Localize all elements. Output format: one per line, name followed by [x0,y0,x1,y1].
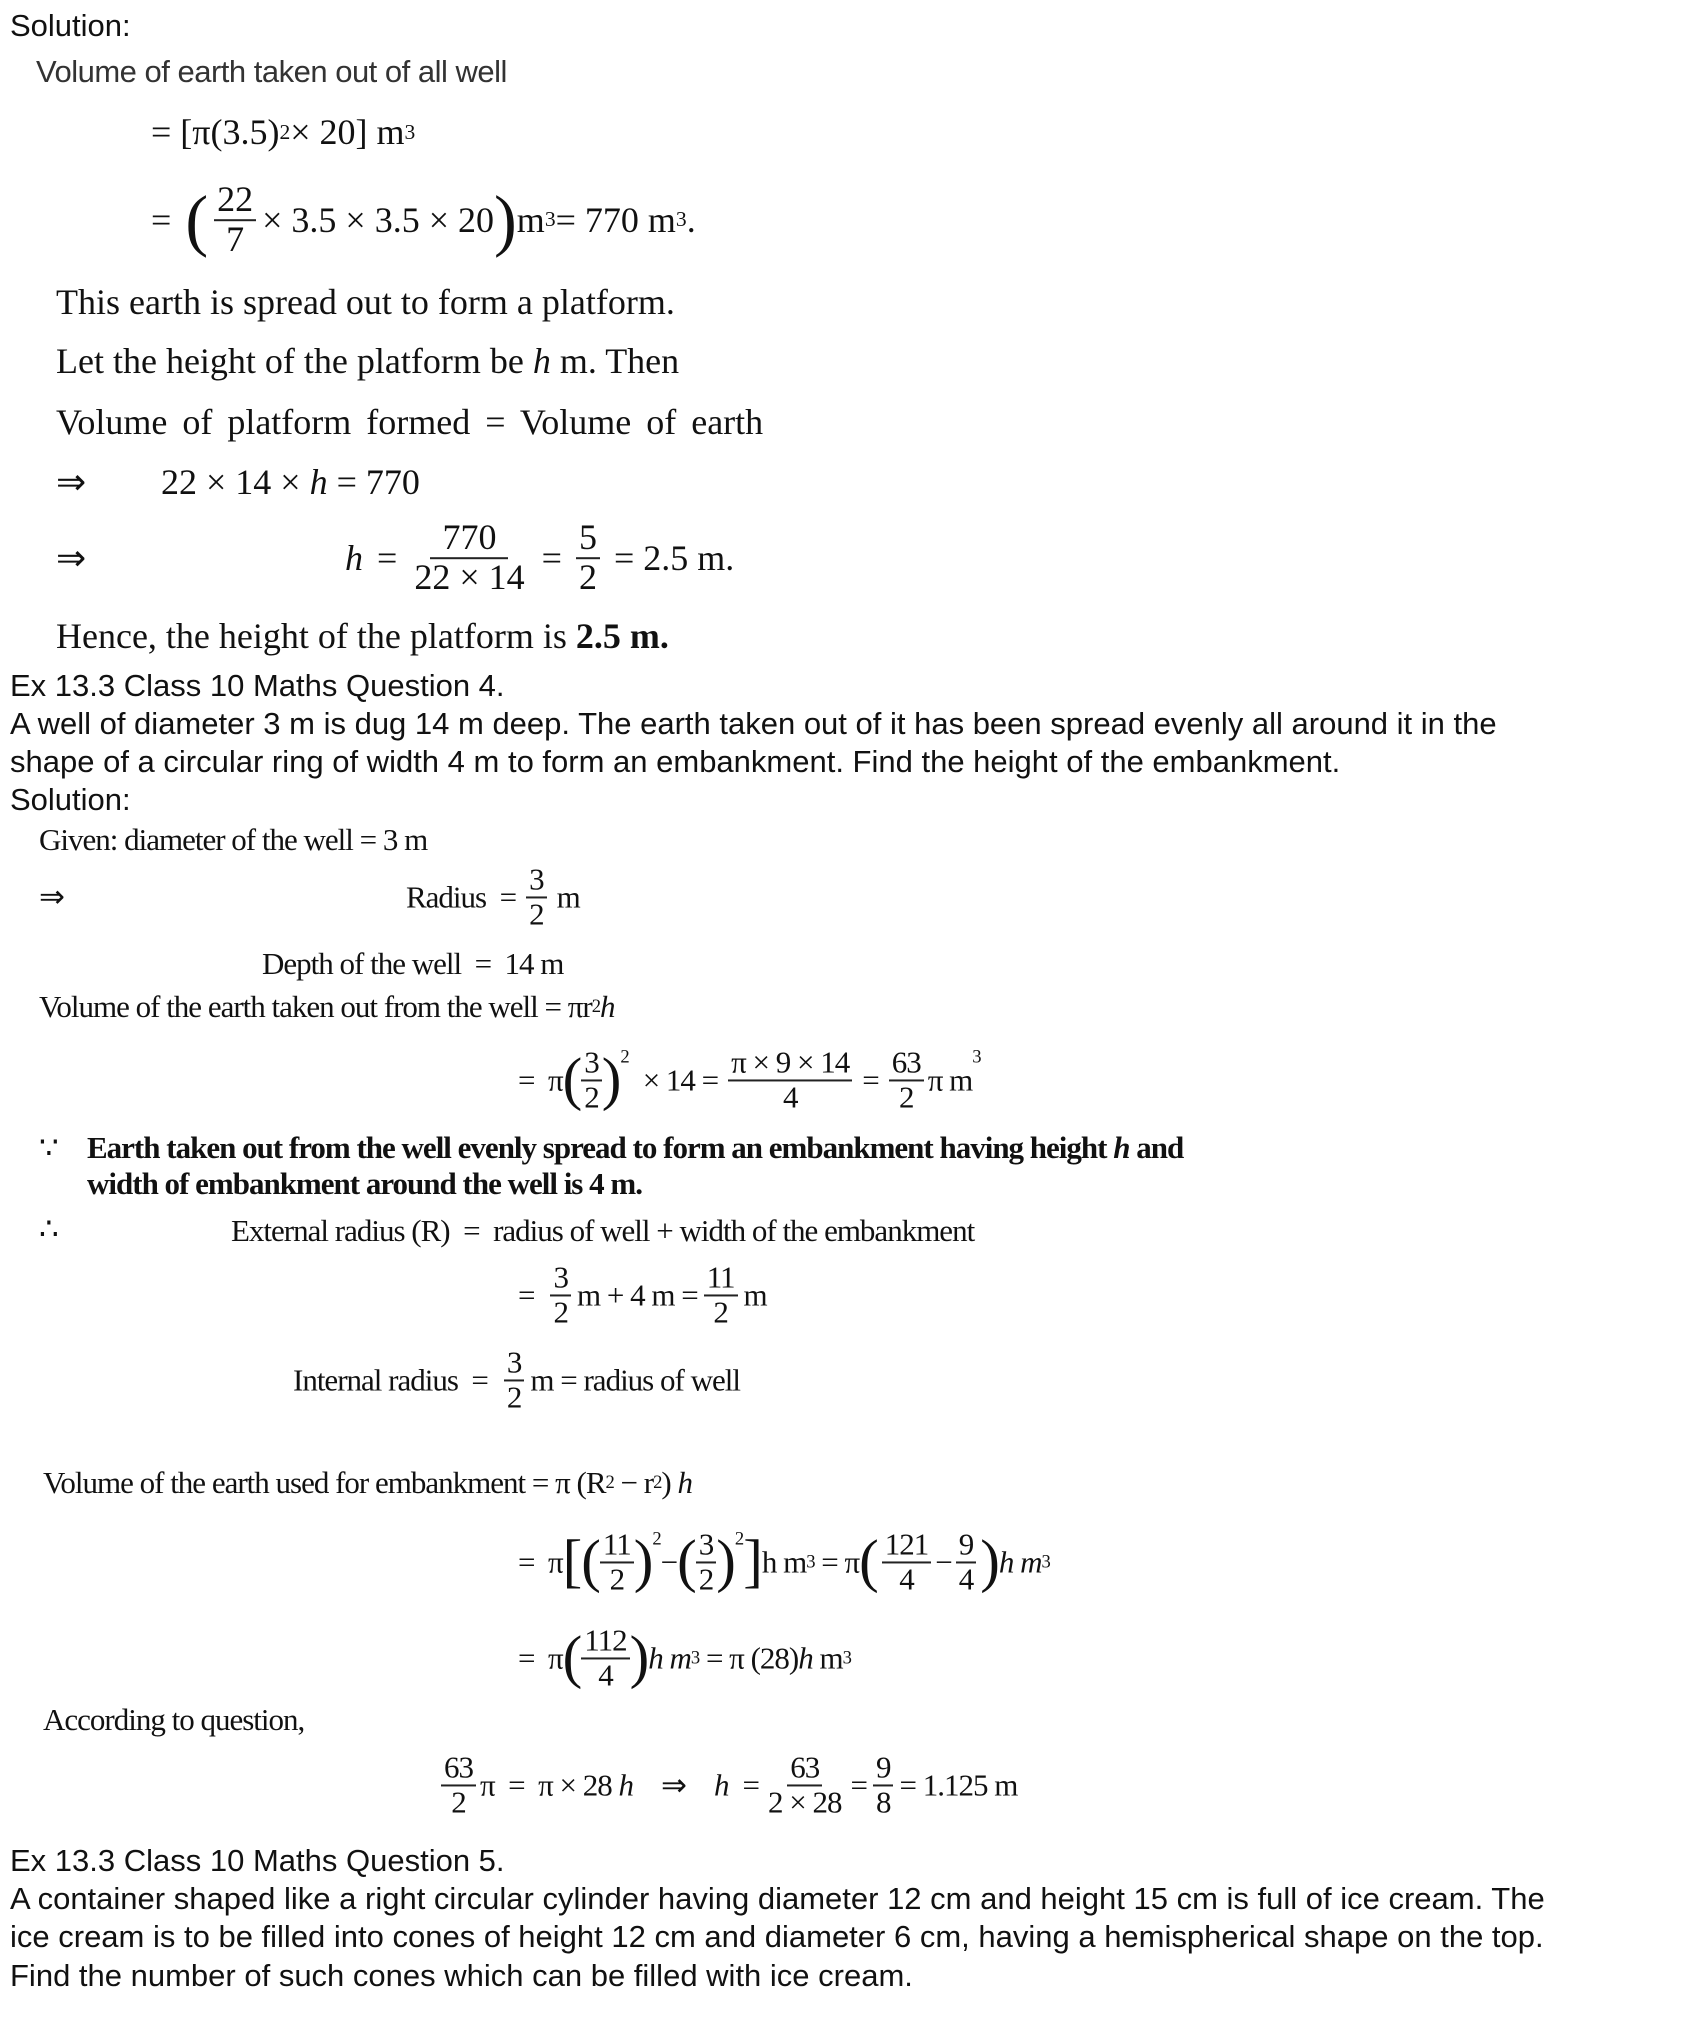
text: Volume of the earth taken out from the well = πr [39,989,592,1024]
paren-close: ) [601,1046,621,1112]
numerator: 770 [430,519,508,559]
text: ice cream is to be filled into cones of height 12 cm and diameter 6 cm, having a hemispherical shape on the top. [10,1919,1544,1954]
text: = [862,1062,879,1097]
exponent: 3 [1041,1551,1050,1572]
text: m [516,200,545,240]
text: × 14 = [642,1062,719,1097]
numerator: 11 [704,1261,738,1296]
exponent: 3 [806,1551,815,1572]
exponent: 2 [620,1046,629,1068]
fraction [576,519,600,597]
depth-line [262,946,563,982]
text: = [π(3.5) [151,112,280,152]
denominator: 7 [226,219,245,259]
paren-open: ( [677,1528,696,1594]
symbol: ∵ [39,1130,58,1165]
text: ) [661,1465,678,1500]
exponent: 2 [734,1528,744,1550]
variable: h [618,1767,634,1802]
text: × 20] m [290,112,405,152]
denominator: 2 [899,1079,914,1114]
text: = [377,538,398,578]
text-line [56,340,679,382]
text: This earth is spread out to form a platform. [56,282,675,322]
text: = π [518,1640,563,1675]
text: = π [518,1544,563,1579]
numerator: 121 [882,1528,932,1563]
text: π m [927,1062,973,1097]
text: π = π × 28 [480,1767,619,1802]
question-4-text [10,744,1340,780]
numerator: 9 [956,1528,977,1563]
exponent: 2 [652,1528,661,1550]
text: Solution: [10,8,131,43]
paren-close: ) [633,1528,653,1594]
solution-heading [10,782,131,818]
given-line [39,822,427,858]
arrow: ⇒ [56,462,87,502]
text: m [812,1640,843,1675]
radius-line [406,863,580,930]
denominator: 8 [875,1784,891,1819]
text: = 1.125 m [899,1767,1018,1802]
numerator: 22 [214,181,256,221]
numerator: 3 [504,1346,525,1381]
question-5-title [10,1843,505,1879]
answer: 2.5 m. [575,616,669,656]
denominator: 4 [958,1561,974,1596]
denominator: 2 × 28 [768,1784,842,1819]
paren-open: ( [185,181,209,258]
implies-arrow [56,461,86,503]
fraction [411,519,527,597]
denominator: 2 [609,1561,625,1596]
variable: h [600,989,615,1024]
variable: h [714,1767,729,1802]
text: = π (28) [699,1640,799,1675]
exponent: 3 [404,119,416,144]
text-line [56,401,763,443]
variable: h [1113,1130,1130,1165]
fraction [728,1046,852,1113]
text: − [660,1544,678,1579]
denominator: 4 [782,1079,798,1114]
text: − r [613,1465,654,1500]
volume-line [39,989,615,1025]
text: Let the height of the platform be [56,341,533,381]
fraction [550,1261,571,1328]
symbol: ∴ [39,1211,58,1246]
text: = π [518,1062,563,1097]
because-line [87,1130,1183,1166]
text: Radius = [406,879,517,914]
variable: h [309,462,328,502]
paren-open: ( [562,1624,582,1690]
intro-line [36,54,507,90]
variable: h [677,1465,692,1500]
paren-close: ) [494,181,517,258]
question-5-text [10,1881,1545,1917]
equation-c [518,1624,851,1691]
therefore-symbol [39,1211,58,1247]
denominator: 2 [553,1294,568,1329]
external-radius-line [231,1213,974,1249]
text: Volume of platform formed = Volume of earth [56,402,764,442]
text: Depth of the well = 14 m [262,946,564,981]
embankment-volume-line [43,1465,692,1501]
arrow: ⇒ [39,879,64,914]
text: = 2.5 m. [613,538,735,578]
text: m. Then [550,341,680,381]
denominator: 4 [598,1657,613,1692]
denominator: 2 [451,1784,466,1819]
numerator: 3 [581,1046,602,1081]
text: . [686,200,696,240]
text: Find the number of such cones which can be filled with ice cream. [10,1958,913,1993]
because-line [87,1166,642,1202]
equation-1 [151,111,415,153]
fraction [526,863,547,930]
numerator: π × 9 × 14 [728,1046,852,1081]
text: shape of a circular ring of width 4 m to form an embankment. Find the height of the embankment. [10,744,1341,779]
denominator: 2 [584,1079,599,1114]
numerator: 3 [526,863,547,898]
fraction [581,1046,602,1113]
text: 22 × 14 × [161,462,310,502]
bracket-close: ] [743,1528,762,1594]
text: Earth taken out from the well evenly spread to form an embankment having height [87,1130,1114,1165]
text: Solution: [10,782,131,817]
exponent: 3 [675,207,687,232]
numerator: 63 [787,1751,822,1786]
numerator: 63 [441,1751,476,1786]
denominator: 2 [698,1561,714,1596]
text: × 3.5 × 3.5 × 20 [262,200,495,240]
denominator: 2 [578,557,597,597]
equation-2 [151,181,696,259]
equation-4 [345,519,734,597]
text: Internal radius = [293,1362,488,1397]
exponent: 3 [690,1647,700,1668]
question-5-text [10,1958,913,1994]
text: width of embankment around the well is 4 m. [87,1166,642,1201]
text: h m [998,1544,1042,1579]
equation-a [518,1046,981,1113]
equation-3 [161,461,420,503]
denominator: 4 [899,1561,914,1596]
numerator: 5 [576,519,600,559]
arrow: ⇒ [56,538,87,578]
numerator: 9 [873,1751,894,1786]
paren-open: ( [581,1528,600,1594]
text: Given: diameter of the well = 3 m [39,822,428,857]
text: = [742,1767,759,1802]
text: m + 4 m = [576,1277,698,1312]
fraction [889,1046,924,1113]
fraction [765,1751,844,1818]
text: A well of diameter 3 m is dug 14 m deep. The earth taken out of it has been spread evenly all around it in the [10,706,1497,741]
text: = [151,200,172,240]
arrow: ⇒ [661,1767,687,1802]
denominator: 2 [529,896,544,931]
paren-close: ) [716,1528,735,1594]
text: = 770 [327,462,420,502]
implies-arrow [39,879,64,915]
text: − [935,1544,952,1579]
paren-open: ( [562,1046,582,1112]
exponent: 2 [591,996,601,1017]
text-line [56,281,675,323]
text: h m [648,1640,691,1675]
paren-open: ( [859,1528,878,1594]
equation-d [441,1751,1017,1818]
solution-heading [10,8,131,44]
because-symbol [39,1130,58,1166]
text: Ex 13.3 Class 10 Maths Question 5. [10,1843,505,1878]
paren-close: ) [629,1624,649,1690]
text: According to question, [43,1702,305,1737]
according-line [43,1702,304,1738]
fraction [441,1751,476,1818]
external-radius-value [518,1261,767,1328]
numerator: 3 [696,1528,717,1563]
text: = π [814,1544,860,1579]
text: Volume of earth taken out of all well [36,54,507,89]
text: m [743,1277,767,1312]
fraction [581,1624,629,1691]
numerator: 11 [600,1528,634,1563]
text: Ex 13.3 Class 10 Maths Question 4. [10,668,505,703]
question-4-text [10,706,1497,742]
exponent: 3 [842,1647,851,1668]
exponent: 3 [972,1046,981,1068]
exponent: 3 [544,207,556,232]
text: A container shaped like a right circular cylinder having diameter 12 cm and height 15 cm is full of ice cream. The [10,1881,1545,1916]
text: = 770 m [555,200,676,240]
text: = [518,1277,535,1312]
fraction [882,1528,932,1595]
text: Hence, the height of the platform is [56,616,576,656]
implies-arrow [56,537,86,579]
bracket-open: [ [562,1528,582,1594]
question-4-title [10,668,505,704]
numerator: 63 [889,1046,924,1081]
question-5-text [10,1919,1544,1955]
text: Volume of the earth used for embankment = π (R [43,1465,606,1500]
numerator: 112 [581,1624,629,1659]
denominator: 22 × 14 [414,557,525,597]
fraction [600,1528,634,1595]
numerator: 3 [550,1261,571,1296]
fraction [873,1751,894,1818]
denominator: 2 [506,1379,522,1414]
text: External radius (R) = radius of well + width of the embankment [231,1213,975,1248]
variable: h [345,538,363,578]
denominator: 2 [713,1294,728,1329]
exponent: 2 [605,1472,614,1493]
text: m [556,879,580,914]
fraction [214,181,256,259]
internal-radius-line [293,1346,740,1413]
exponent: 2 [279,119,291,144]
text: m = radius of well [530,1362,740,1397]
paren-close: ) [980,1528,999,1594]
equation-b [518,1528,1050,1595]
fraction [704,1261,738,1328]
text: h m [761,1544,807,1579]
variable: h [798,1640,813,1675]
text: = [541,538,562,578]
exponent: 2 [653,1472,662,1493]
conclusion [56,615,669,657]
fraction [504,1346,525,1413]
text: = [850,1767,867,1802]
variable: h [532,341,551,381]
text: and [1129,1130,1184,1165]
fraction [696,1528,717,1595]
fraction [956,1528,977,1595]
